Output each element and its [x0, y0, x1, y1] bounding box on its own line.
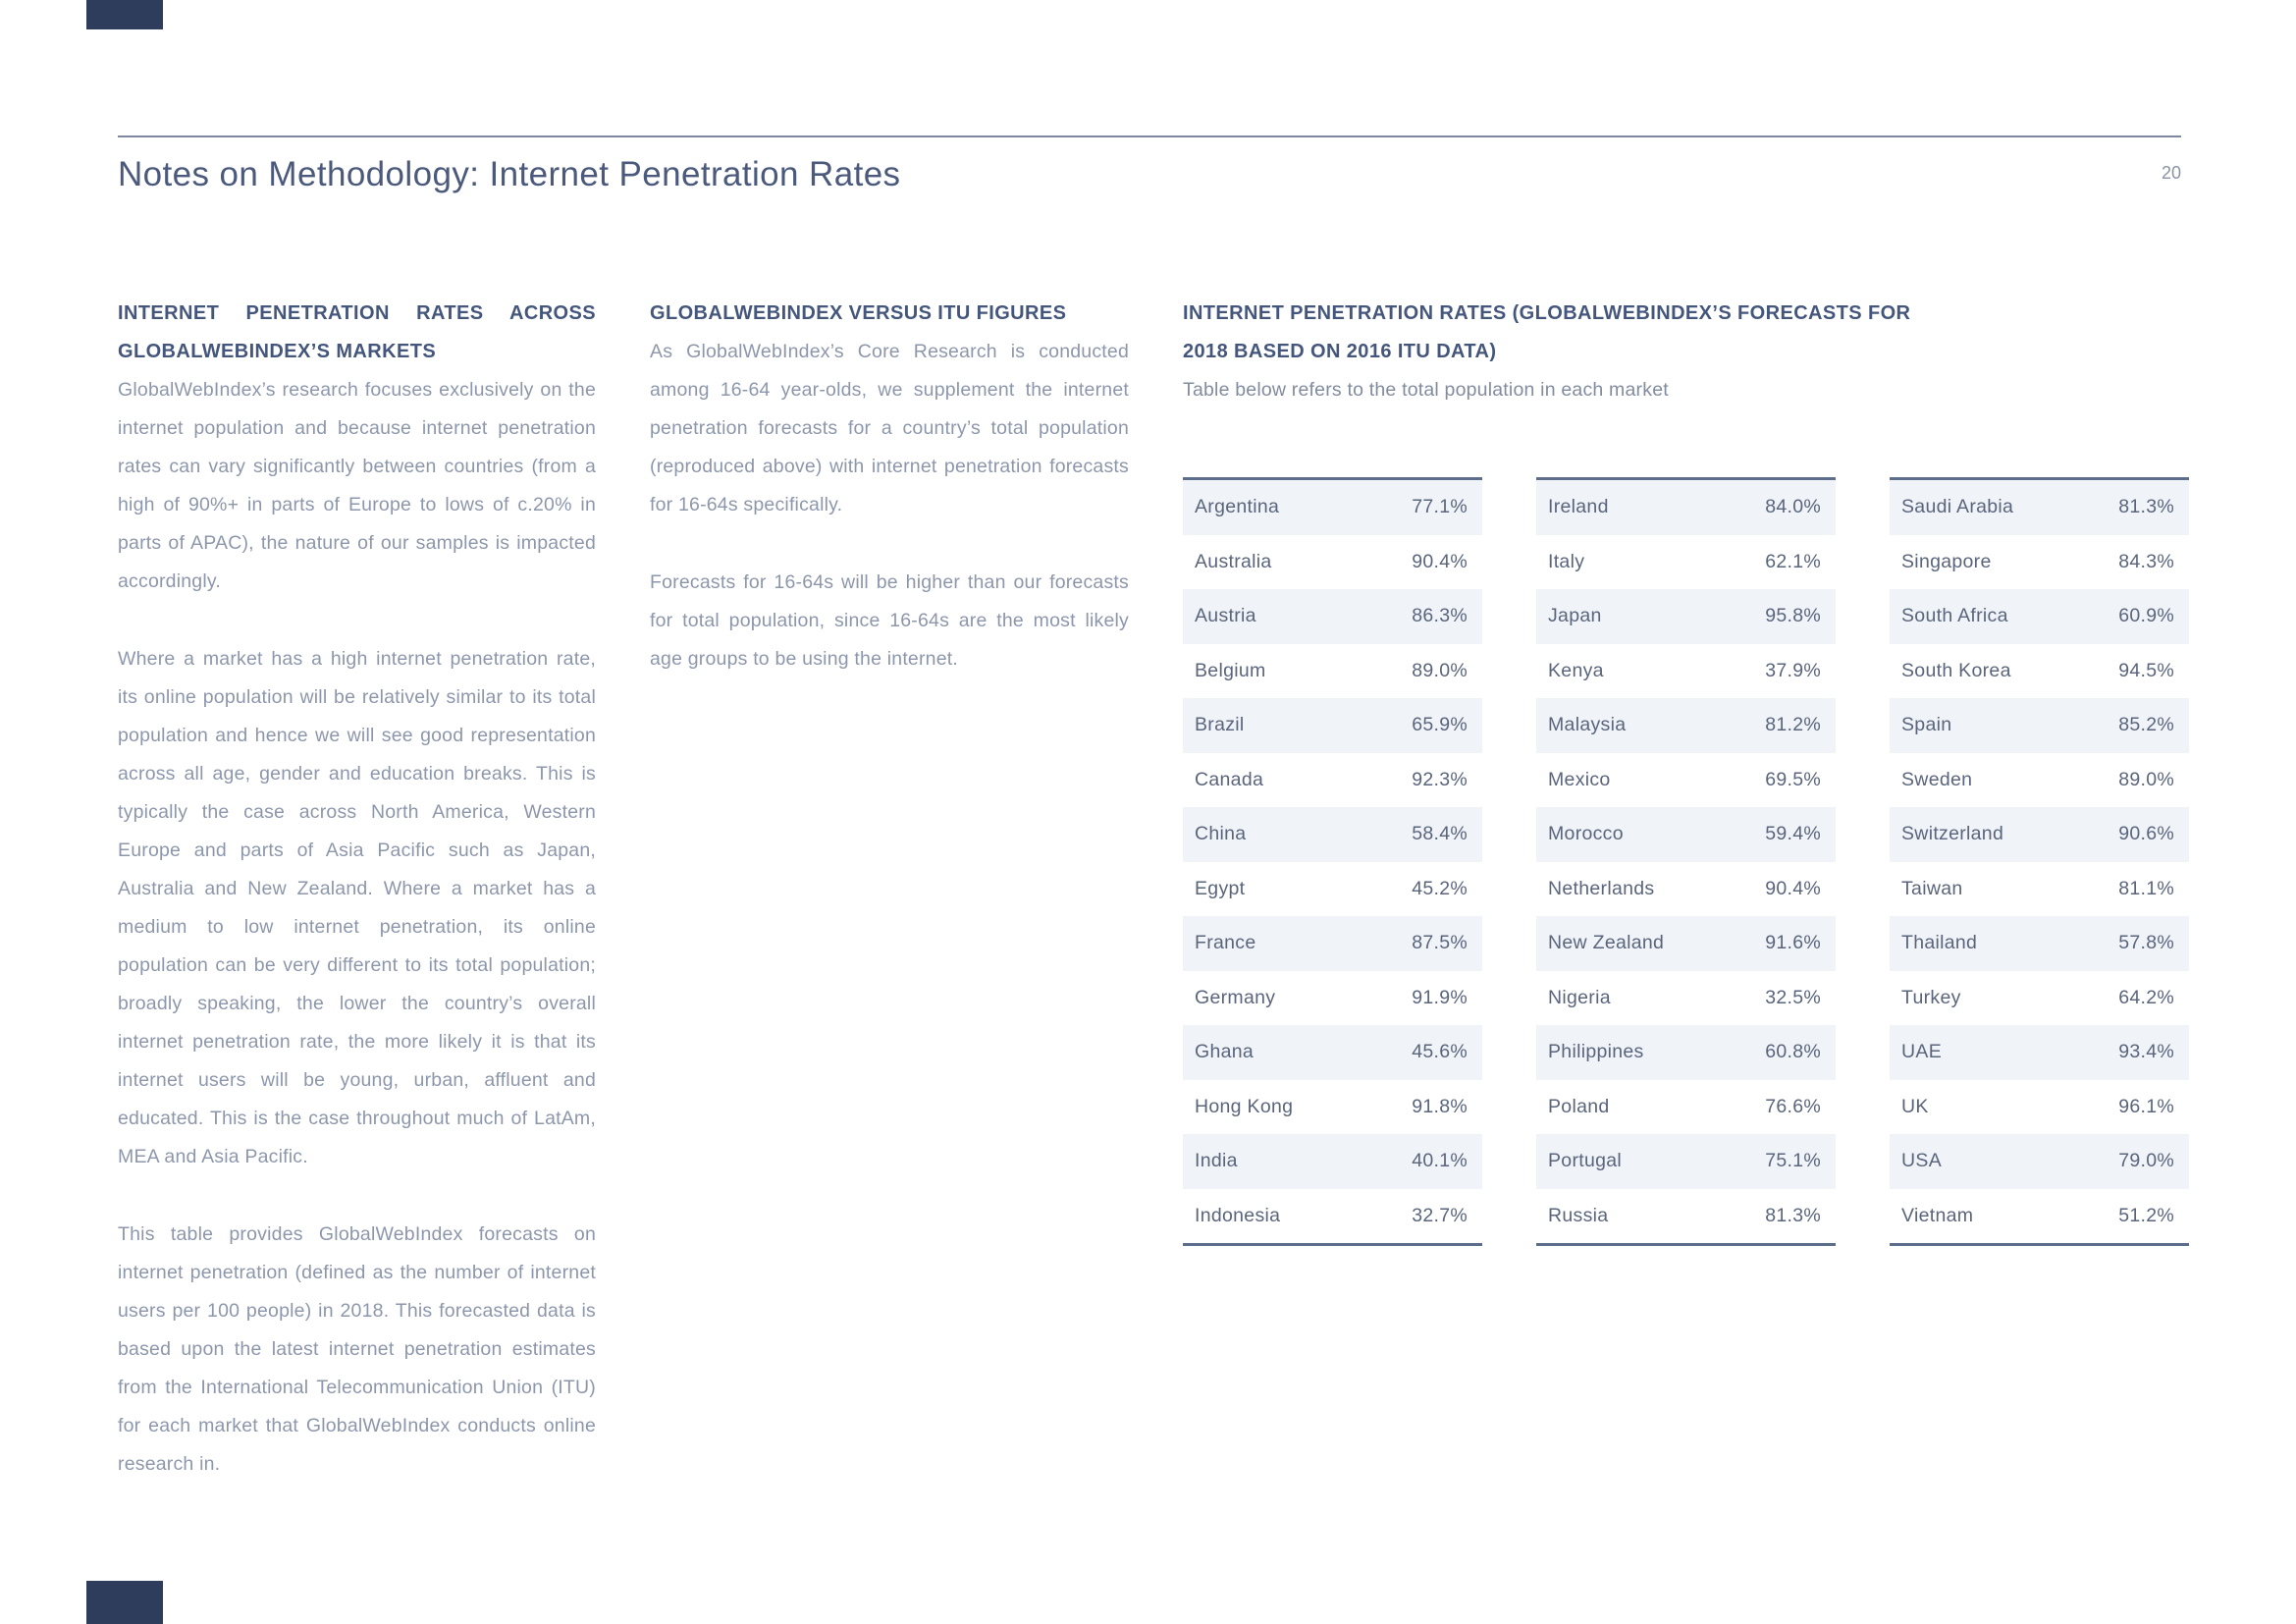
country-name: Singapore [1901, 550, 1992, 572]
country-name: Malaysia [1548, 714, 1627, 736]
country-name: Ireland [1548, 496, 1609, 518]
table-row [1183, 1134, 1482, 1189]
page-title: Notes on Methodology: Internet Penetration Rates [118, 155, 901, 193]
bottom-left-accent-bar [86, 1581, 163, 1624]
table-row [1183, 1080, 1482, 1135]
text-column-itu-figures [650, 295, 1129, 678]
penetration-value: 64.2% [2118, 986, 2174, 1008]
paragraph: As GlobalWebIndex’s Core Research is conducted among 16-64 year-olds, we supplement the internet penetration forecasts for a country’s total population (reproduced above) with internet penetration forecasts for 16-64s specifically. [650, 341, 1129, 515]
table-row [1536, 807, 1836, 862]
table-row [1890, 862, 2189, 917]
page-number: 20 [2161, 163, 2181, 183]
table-row [1536, 698, 1836, 753]
penetration-value: 51.2% [2118, 1204, 2174, 1226]
table-row [1536, 644, 1836, 699]
penetration-value: 45.2% [1412, 877, 1468, 899]
country-name: USA [1901, 1150, 1942, 1172]
table-row [1183, 535, 1482, 590]
penetration-value: 90.4% [1412, 550, 1468, 572]
table-row [1536, 1025, 1836, 1080]
penetration-value: 96.1% [2118, 1095, 2174, 1117]
penetration-value: 57.8% [2118, 932, 2174, 954]
country-name: Ghana [1195, 1041, 1255, 1063]
country-name: Mexico [1548, 768, 1611, 790]
penetration-value: 76.6% [1765, 1095, 1821, 1117]
table-row [1890, 535, 2189, 590]
table-row [1890, 1080, 2189, 1135]
table-row [1890, 971, 2189, 1026]
table-row [1183, 916, 1482, 971]
penetration-table-3 [1890, 477, 2189, 1246]
table-row [1536, 971, 1836, 1026]
country-name: Vietnam [1901, 1204, 1974, 1226]
penetration-value: 59.4% [1765, 823, 1821, 845]
penetration-value: 94.5% [2118, 659, 2174, 681]
penetration-value: 32.5% [1765, 986, 1821, 1008]
penetration-value: 32.7% [1412, 1204, 1468, 1226]
penetration-value: 87.5% [1412, 932, 1468, 954]
penetration-value: 86.3% [1412, 605, 1468, 627]
country-name: New Zealand [1548, 932, 1665, 954]
table-row [1890, 1134, 2189, 1189]
country-name: Indonesia [1195, 1204, 1281, 1226]
table-row [1183, 971, 1482, 1026]
top-left-accent-bar [86, 0, 163, 29]
country-name: Morocco [1548, 823, 1624, 845]
section-heading-itu: GLOBALWEBINDEX VERSUS ITU FIGURES [650, 302, 1067, 324]
table-row [1536, 862, 1836, 917]
table-row [1183, 807, 1482, 862]
table-row [1183, 753, 1482, 808]
table-row [1183, 862, 1482, 917]
country-name: Argentina [1195, 496, 1280, 518]
country-name: UK [1901, 1095, 1929, 1117]
penetration-value: 95.8% [1765, 605, 1821, 627]
country-name: Saudi Arabia [1901, 496, 2014, 518]
penetration-value: 65.9% [1412, 714, 1468, 736]
country-name: South Africa [1901, 605, 2008, 627]
country-name: Egypt [1195, 877, 1246, 899]
table-row [1890, 916, 2189, 971]
country-name: Poland [1548, 1095, 1610, 1117]
table-row [1536, 1134, 1836, 1189]
country-name: Sweden [1901, 768, 1973, 790]
penetration-value: 81.3% [2118, 496, 2174, 518]
penetration-value: 69.5% [1765, 768, 1821, 790]
penetration-value: 84.0% [1765, 496, 1821, 518]
paragraph: Forecasts for 16-64s will be higher than our forecasts for total population, since 16-64s are the most likely age groups to be using the internet. [650, 571, 1129, 670]
penetration-value: 40.1% [1412, 1150, 1468, 1172]
table-row [1183, 1189, 1482, 1244]
table-row [1536, 753, 1836, 808]
table-row [1536, 535, 1836, 590]
table-row [1183, 480, 1482, 535]
penetration-value: 58.4% [1412, 823, 1468, 845]
country-name: South Korea [1901, 659, 2011, 681]
table-row [1890, 480, 2189, 535]
country-name: Turkey [1901, 986, 1961, 1008]
country-name: Brazil [1195, 714, 1245, 736]
table-subtitle: Table below refers to the total population in each market [1183, 379, 1669, 401]
penetration-value: 81.2% [1765, 714, 1821, 736]
penetration-value: 60.9% [2118, 605, 2174, 627]
penetration-value: 90.6% [2118, 823, 2174, 845]
penetration-value: 37.9% [1765, 659, 1821, 681]
country-name: Switzerland [1901, 823, 2004, 845]
table-row [1890, 807, 2189, 862]
country-name: Austria [1195, 605, 1256, 627]
country-name: Taiwan [1901, 877, 1963, 899]
paragraph: This table provides GlobalWebIndex forecasts on internet penetration (defined as the number of internet users per 100 people) in 2018. This forecasted data is based upon the latest internet penetration estimates from the International Telecommunication Union (ITU) for each market that GlobalWebIndex conducts online research in. [118, 1223, 596, 1475]
country-name: Germany [1195, 986, 1276, 1008]
table-section-header [1183, 295, 2186, 409]
table-row [1536, 1080, 1836, 1135]
country-name: Nigeria [1548, 986, 1611, 1008]
penetration-table-1 [1183, 477, 1482, 1246]
country-name: Russia [1548, 1204, 1609, 1226]
country-name: Australia [1195, 550, 1272, 572]
country-name: Thailand [1901, 932, 1978, 954]
country-name: Italy [1548, 550, 1585, 572]
penetration-value: 85.2% [2118, 714, 2174, 736]
country-name: Kenya [1548, 659, 1604, 681]
penetration-value: 81.3% [1765, 1204, 1821, 1226]
table-row [1890, 589, 2189, 644]
country-name: France [1195, 932, 1256, 954]
table-row [1890, 1025, 2189, 1080]
penetration-value: 92.3% [1412, 768, 1468, 790]
table-row [1536, 916, 1836, 971]
table-row [1536, 1189, 1836, 1244]
country-name: Canada [1195, 768, 1264, 790]
table-row [1183, 698, 1482, 753]
header-divider [118, 135, 2181, 137]
text-column-markets [118, 295, 596, 1484]
country-name: Philippines [1548, 1041, 1644, 1063]
table-row [1890, 1189, 2189, 1244]
table-row [1536, 589, 1836, 644]
country-name: Hong Kong [1195, 1095, 1294, 1117]
penetration-value: 90.4% [1765, 877, 1821, 899]
penetration-value: 84.3% [2118, 550, 2174, 572]
table-row [1890, 698, 2189, 753]
country-name: Portugal [1548, 1150, 1623, 1172]
penetration-value: 93.4% [2118, 1041, 2174, 1063]
penetration-value: 91.8% [1412, 1095, 1468, 1117]
penetration-value: 89.0% [2118, 768, 2174, 790]
penetration-value: 62.1% [1765, 550, 1821, 572]
country-name: Japan [1548, 605, 1602, 627]
penetration-table-2 [1536, 477, 1836, 1246]
penetration-value: 91.6% [1765, 932, 1821, 954]
country-name: Belgium [1195, 659, 1266, 681]
table-row [1890, 644, 2189, 699]
section-heading-forecasts: INTERNET PENETRATION RATES (GLOBALWEBINDEX’S FORECASTS FOR 2018 BASED ON 2016 ITU DATA) [1183, 302, 1911, 362]
country-name: China [1195, 823, 1247, 845]
penetration-value: 81.1% [2118, 877, 2174, 899]
penetration-value: 91.9% [1412, 986, 1468, 1008]
table-row [1536, 480, 1836, 535]
table-row [1183, 644, 1482, 699]
country-name: Spain [1901, 714, 1952, 736]
penetration-value: 89.0% [1412, 659, 1468, 681]
country-name: India [1195, 1150, 1238, 1172]
penetration-tables [1183, 477, 2189, 1246]
section-heading-markets: INTERNET PENETRATION RATES ACROSS GLOBALWEBINDEX’S MARKETS [118, 302, 596, 362]
penetration-value: 45.6% [1412, 1041, 1468, 1063]
paragraph: Where a market has a high internet penetration rate, its online population will be relatively similar to its total population and hence we will see good representation across all age, gender and education breaks. This is typically the case across North America, Western Europe and parts of Asia Pacific such as Japan, Australia and New Zealand. Where a market has a medium to low internet penetration, its online population can be very different to its total population; broadly speaking, the lower the country’s overall internet penetration rate, the more likely it is that its internet users will be young, urban, affluent and educated. This is the case throughout much of LatAm, MEA and Asia Pacific. [118, 648, 596, 1167]
table-row [1890, 753, 2189, 808]
penetration-value: 79.0% [2118, 1150, 2174, 1172]
table-row [1183, 589, 1482, 644]
penetration-value: 77.1% [1412, 496, 1468, 518]
country-name: Netherlands [1548, 877, 1655, 899]
country-name: UAE [1901, 1041, 1942, 1063]
table-row [1183, 1025, 1482, 1080]
paragraph: GlobalWebIndex’s research focuses exclusively on the internet population and because internet penetration rates can vary significantly between countries (from a high of 90%+ in parts of Europe to lows of c.20% in parts of APAC), the nature of our samples is impacted accordingly. [118, 379, 596, 592]
penetration-value: 75.1% [1765, 1150, 1821, 1172]
penetration-value: 60.8% [1765, 1041, 1821, 1063]
